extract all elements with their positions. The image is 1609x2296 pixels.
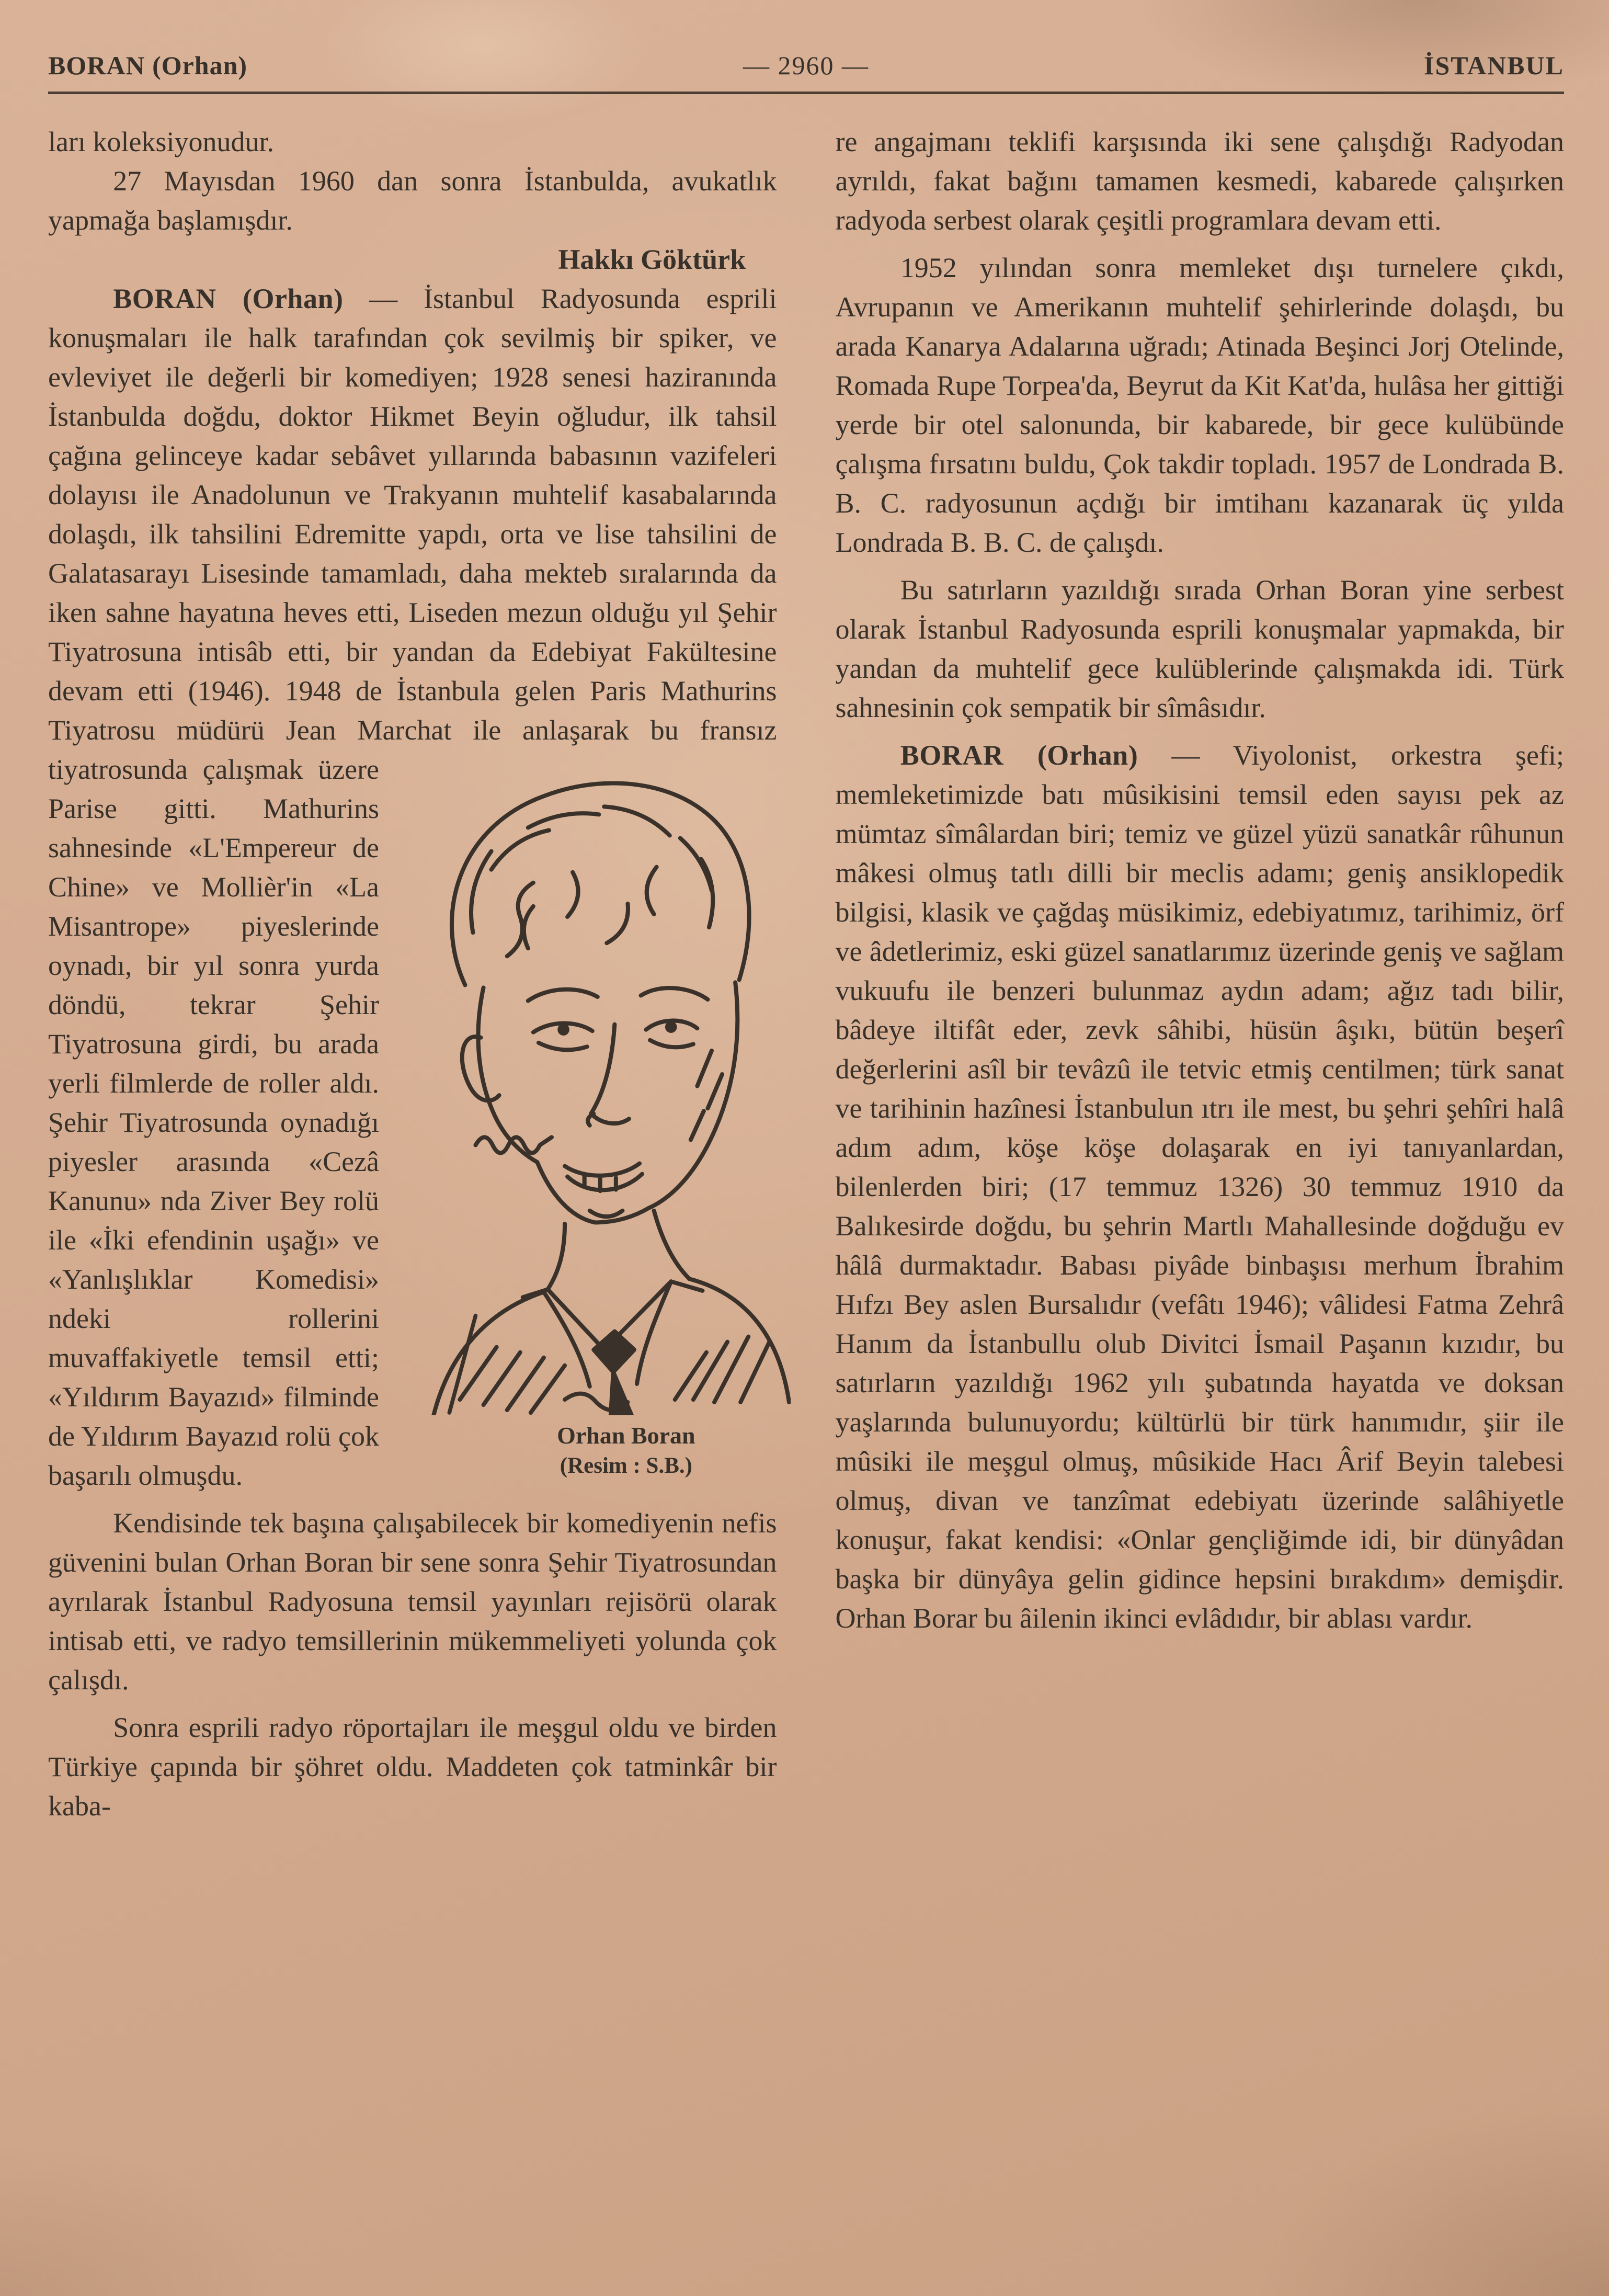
paragraph-current-status: Bu satırların yazıldığı sırada Orhan Boran yine serbest olarak İstanbul Radyosunda esprili konuşmalar yapmakda, bir yandan da muhtelif gece kulüblerinde çalışmakda idi. Türk sahnesinin çok sempatik bir sîmâsıdır. <box>835 574 1564 723</box>
author-signature: Hakkı Göktürk <box>558 244 746 275</box>
paragraph-borar-biography <box>836 736 1565 1638</box>
paragraph-lawyer: 27 Mayısdan 1960 dan sonra İstanbulda, avukatlık yapmağa başlamışdır. <box>48 165 777 236</box>
page-number: — 2960 — <box>743 51 869 80</box>
paragraph-continuation: ları koleksiyonudur. <box>48 126 274 157</box>
paragraph-radio-fame: Sonra esprili radyo röportajları ile meşgul oldu ve birden Türkiye çapında bir şöhret oldu. Maddeten çok tatminkâr bir kaba- <box>48 1712 777 1822</box>
entry-headword-borar: BORAR (Orhan) <box>900 740 1138 771</box>
paragraph-foreign-tours: 1952 yılından sonra memleket dışı turnelere çıkdı, Avrupanın ve Amerikanın muhtelif şehirlerinde dolaşdı, bu arada Kanarya Adalarına uğradı; Atinada Beşinci Jorj Otelinde, Romada Rupe Torpea'da, Beyrut da Kit Kat'da, hulâsa her gittiği yerde bir otel salonunda, bir kabarede, bir gece kulübünde çalışma fırsatını buldu, Çok takdir topladı. 1957 de Londrada B. B. C. radyosunun açdığı bir imtihanı kazanarak üç yılda Londrada B. B. C. de çalışdı. <box>835 252 1564 558</box>
portrait-caption-credit: (Resim : S.B.) <box>560 1453 692 1479</box>
paragraph-cabaret-continuation: re angajmanı teklifi karşısında iki sene çalışdığı Radyodan ayrıldı, fakat bağını tamamen kesmedi, kabarede çalışırken radyoda serbest olarak çeşitli programlara devam etti. <box>835 126 1564 236</box>
borar-biography-text: — Viyolonist, orkestra şefi; memleketimizde batı mûsikisini temsil eden sayısı pek az mümtaz sîmâlardan biri; temiz ve güzel yüzü sanatkâr rûhunun mâkesi olmuş tatlı dilli bir meclis adamı; geniş ansiklopedik bilgisi, klasik ve çağdaş müsikimiz, edebiyatımız, tarihimiz, örf ve âdetlerimiz, eski güzel sanatlarımız üzerinde geniş ve sağlam vukuufu ile benzeri bulunmaz aydın adam; ağız tadı bilir, bâdeye iltifât eder, zevk sâhibi, hüsün âşıkı, bütün beşerî değerlerini asîl bir tevâzû ile tetvic etmiş centilmen; türk sanat ve tarihinin hazînesi İstanbulun ıtrı ile mest, bu şehri şehîri halâ adım adım, köşe köşe dolaşarak en iyi tanıyanlardan, bilenlerden biri; (17 temmuz 1326) 30 temmuz 1910 da Balıkesirde doğdu, bu şehrin Martlı Mahallesinde doğduğu ev hâlâ durmaktadır. Babası piyâde binbaşısı merhum İbrahim Hıfzı Bey aslen Bursalıdır (vefâtı 1946); vâlidesi Fatma Zehrâ Hanım da İstanbullu olub Divitci İsmail Paşanın kızıdır, bu satırların yazıldığı 1962 yılı şubatında hayatda ve doksan yaşlarında bulunuyordu; kültürlü bir türk hanımıdır, şiir ile mûsiki ile meşgul olmuş, mûsikide Hacı Ârif Beyin talebesi olmuş, divan ve tanzîmat edebiyatı üzerinde salâhiyetle konuşur, fakat kendisi: «Onlar gençliğimde idi, bir dünyâdan başka bir dünyâya gelin gidince hepsini bırakdım» demişdir. Orhan Borar bu âilenin ikinci evlâdıdır, bir ablası vardır. <box>835 740 1564 1634</box>
paragraph-radio-director: Kendisinde tek başına çalışabilecek bir komediyenin nefis güvenini bulan Orhan Boran bir sene sonra Şehir Tiyatrosundan ayrılarak İstanbul Radyosuna temsil yayınları rejisörü olarak intisab etti, ve radyo temsillerinin mükemmeliyeti yolunda çok çalışdı. <box>48 1507 777 1696</box>
text-columns <box>48 122 1564 1826</box>
portrait-caption-name: Orhan Boran <box>557 1422 695 1449</box>
header-entry-title: BORAN (Orhan) <box>48 51 248 80</box>
header-volume-title: İSTANBUL <box>1424 51 1564 80</box>
right-column <box>836 122 1565 1826</box>
entry-headword: BORAN (Orhan) <box>113 283 344 314</box>
portrait-sketch <box>397 759 790 1415</box>
portrait-figure <box>397 759 790 1481</box>
paragraph-boran-biography <box>48 279 777 1495</box>
left-column <box>48 122 777 1826</box>
biography-text-before-image: — İstanbul Radyosunda esprili konuşmaları ile halk tarafından çok sevilmiş bir spiker, ve evleviyet ile değerli bir komediyen; 1928 senesi haziranında İstanbulda doğdu, doktor Hikmet Beyin oğludur, ilk tahsil çağına gelinceye kadar sebâvet yıllarında babasının vazifeleri dolayısı ile Anadolunun ve Trakyanın muhtelif kasabalarında dolaşdı, ilk tahsilini Edremitte yapdı, orta ve lise tahsilini de Galatasarayı Lisesinde tamamladı, daha mekteb sıralarında da iken sahne hayatına heves etti, Liseden mezun olduğu yıl Şehir Tiyatrosuna intisâb etti, bir yandan da Edebiyat Fakültesine devam etti (1946). 1948 de İstanbula gelen Paris Mathurins Tiyatrosu müdürü Jean Marchat ile anlaşarak bu fransız tiyatrosunda <box>48 283 777 785</box>
page-header <box>48 46 1564 85</box>
biography-text-after-image: çalışmak üzere Parise gitti. Mathurins sahnesinde «L'Empereur de Chine» ve Mollièr'in «La Misantrope» piyeslerinde oynadı, bir yıl sonra yurda döndü, tekrar Şehir Tiyatrosuna girdi, bu arada yerli filmlerde de roller aldı. Şehir Tiyatrosunda oynadığı piyesler arasında «Cezâ Kanunu» nda Ziver Bey rolü ile «İki efendinin uşağı» ve «Yanlışlıklar Komedisi» ndeki rollerini muvaffakiyetle temsil etti; «Yıldırım Bayazıd» filminde de Yıldırım Bayazıd rolü çok başarılı olmuşdu. <box>48 754 380 1491</box>
header-divider <box>48 92 1564 94</box>
